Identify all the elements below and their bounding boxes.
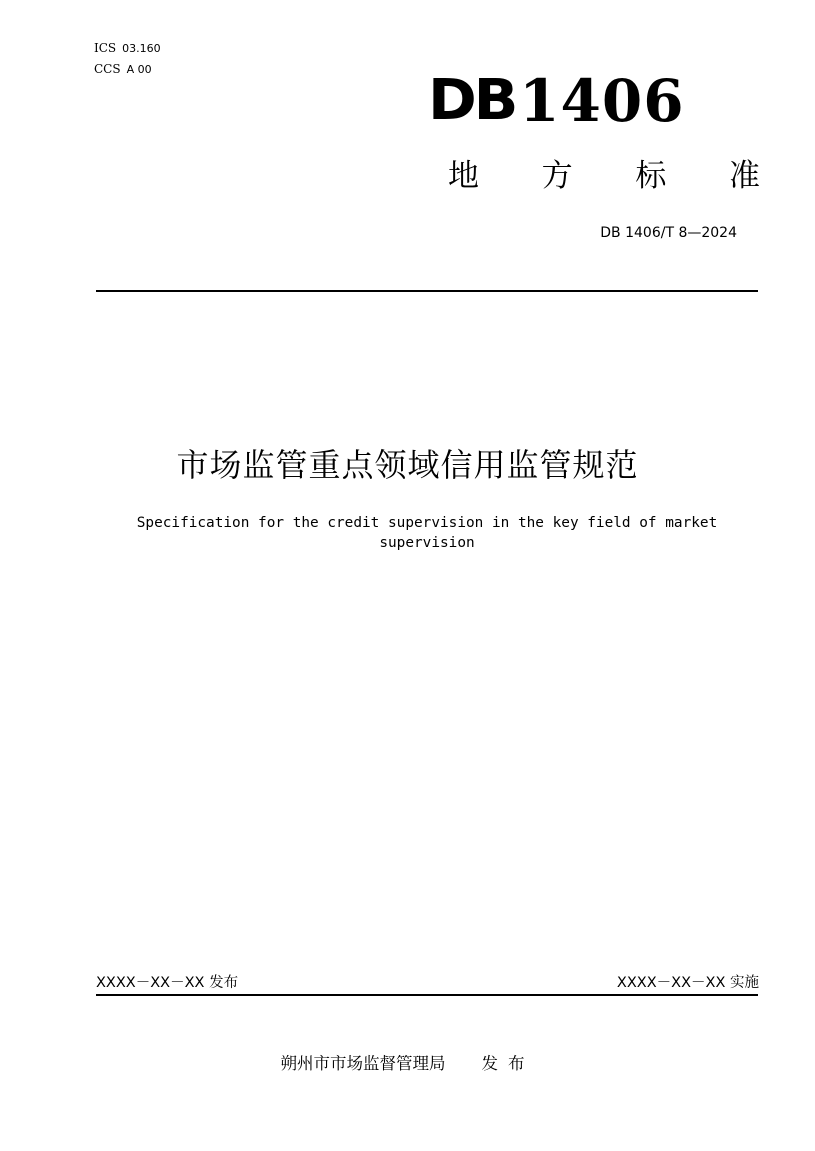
publisher-line xyxy=(0,1053,815,1075)
standard-type-char: 标 xyxy=(635,158,667,194)
top-divider xyxy=(96,290,758,292)
standard-type-char: 方 xyxy=(541,158,573,194)
ccs-label: CCS xyxy=(94,62,121,76)
publisher-name: 朔州市市场监督管理局 xyxy=(280,1054,446,1073)
ics-line xyxy=(94,41,161,56)
ics-value: 03.160 xyxy=(122,42,161,55)
standard-type-heading xyxy=(448,156,760,196)
ics-label: ICS xyxy=(94,41,117,55)
db-logo-letters: DB xyxy=(428,68,516,133)
db-logo xyxy=(428,67,685,135)
standard-code: DB 1406/T 8—2024 xyxy=(600,225,737,241)
db-logo-number: 1406 xyxy=(519,67,685,135)
ccs-value: A 00 xyxy=(126,63,152,76)
issue-date: XXXX－XX－XX 发布 xyxy=(96,975,239,991)
implementation-date: XXXX－XX－XX 实施 xyxy=(616,975,759,991)
bottom-divider xyxy=(96,994,758,996)
ccs-line xyxy=(94,62,152,77)
document-title: 市场监管重点领域信用监管规范 xyxy=(176,446,639,484)
publish-action: 发布 xyxy=(481,1054,535,1073)
standard-type-char: 地 xyxy=(448,158,479,194)
document-english-title: Specification for the credit supervision in the key field of market supervision xyxy=(136,515,718,551)
standard-type-char: 准 xyxy=(728,158,760,194)
